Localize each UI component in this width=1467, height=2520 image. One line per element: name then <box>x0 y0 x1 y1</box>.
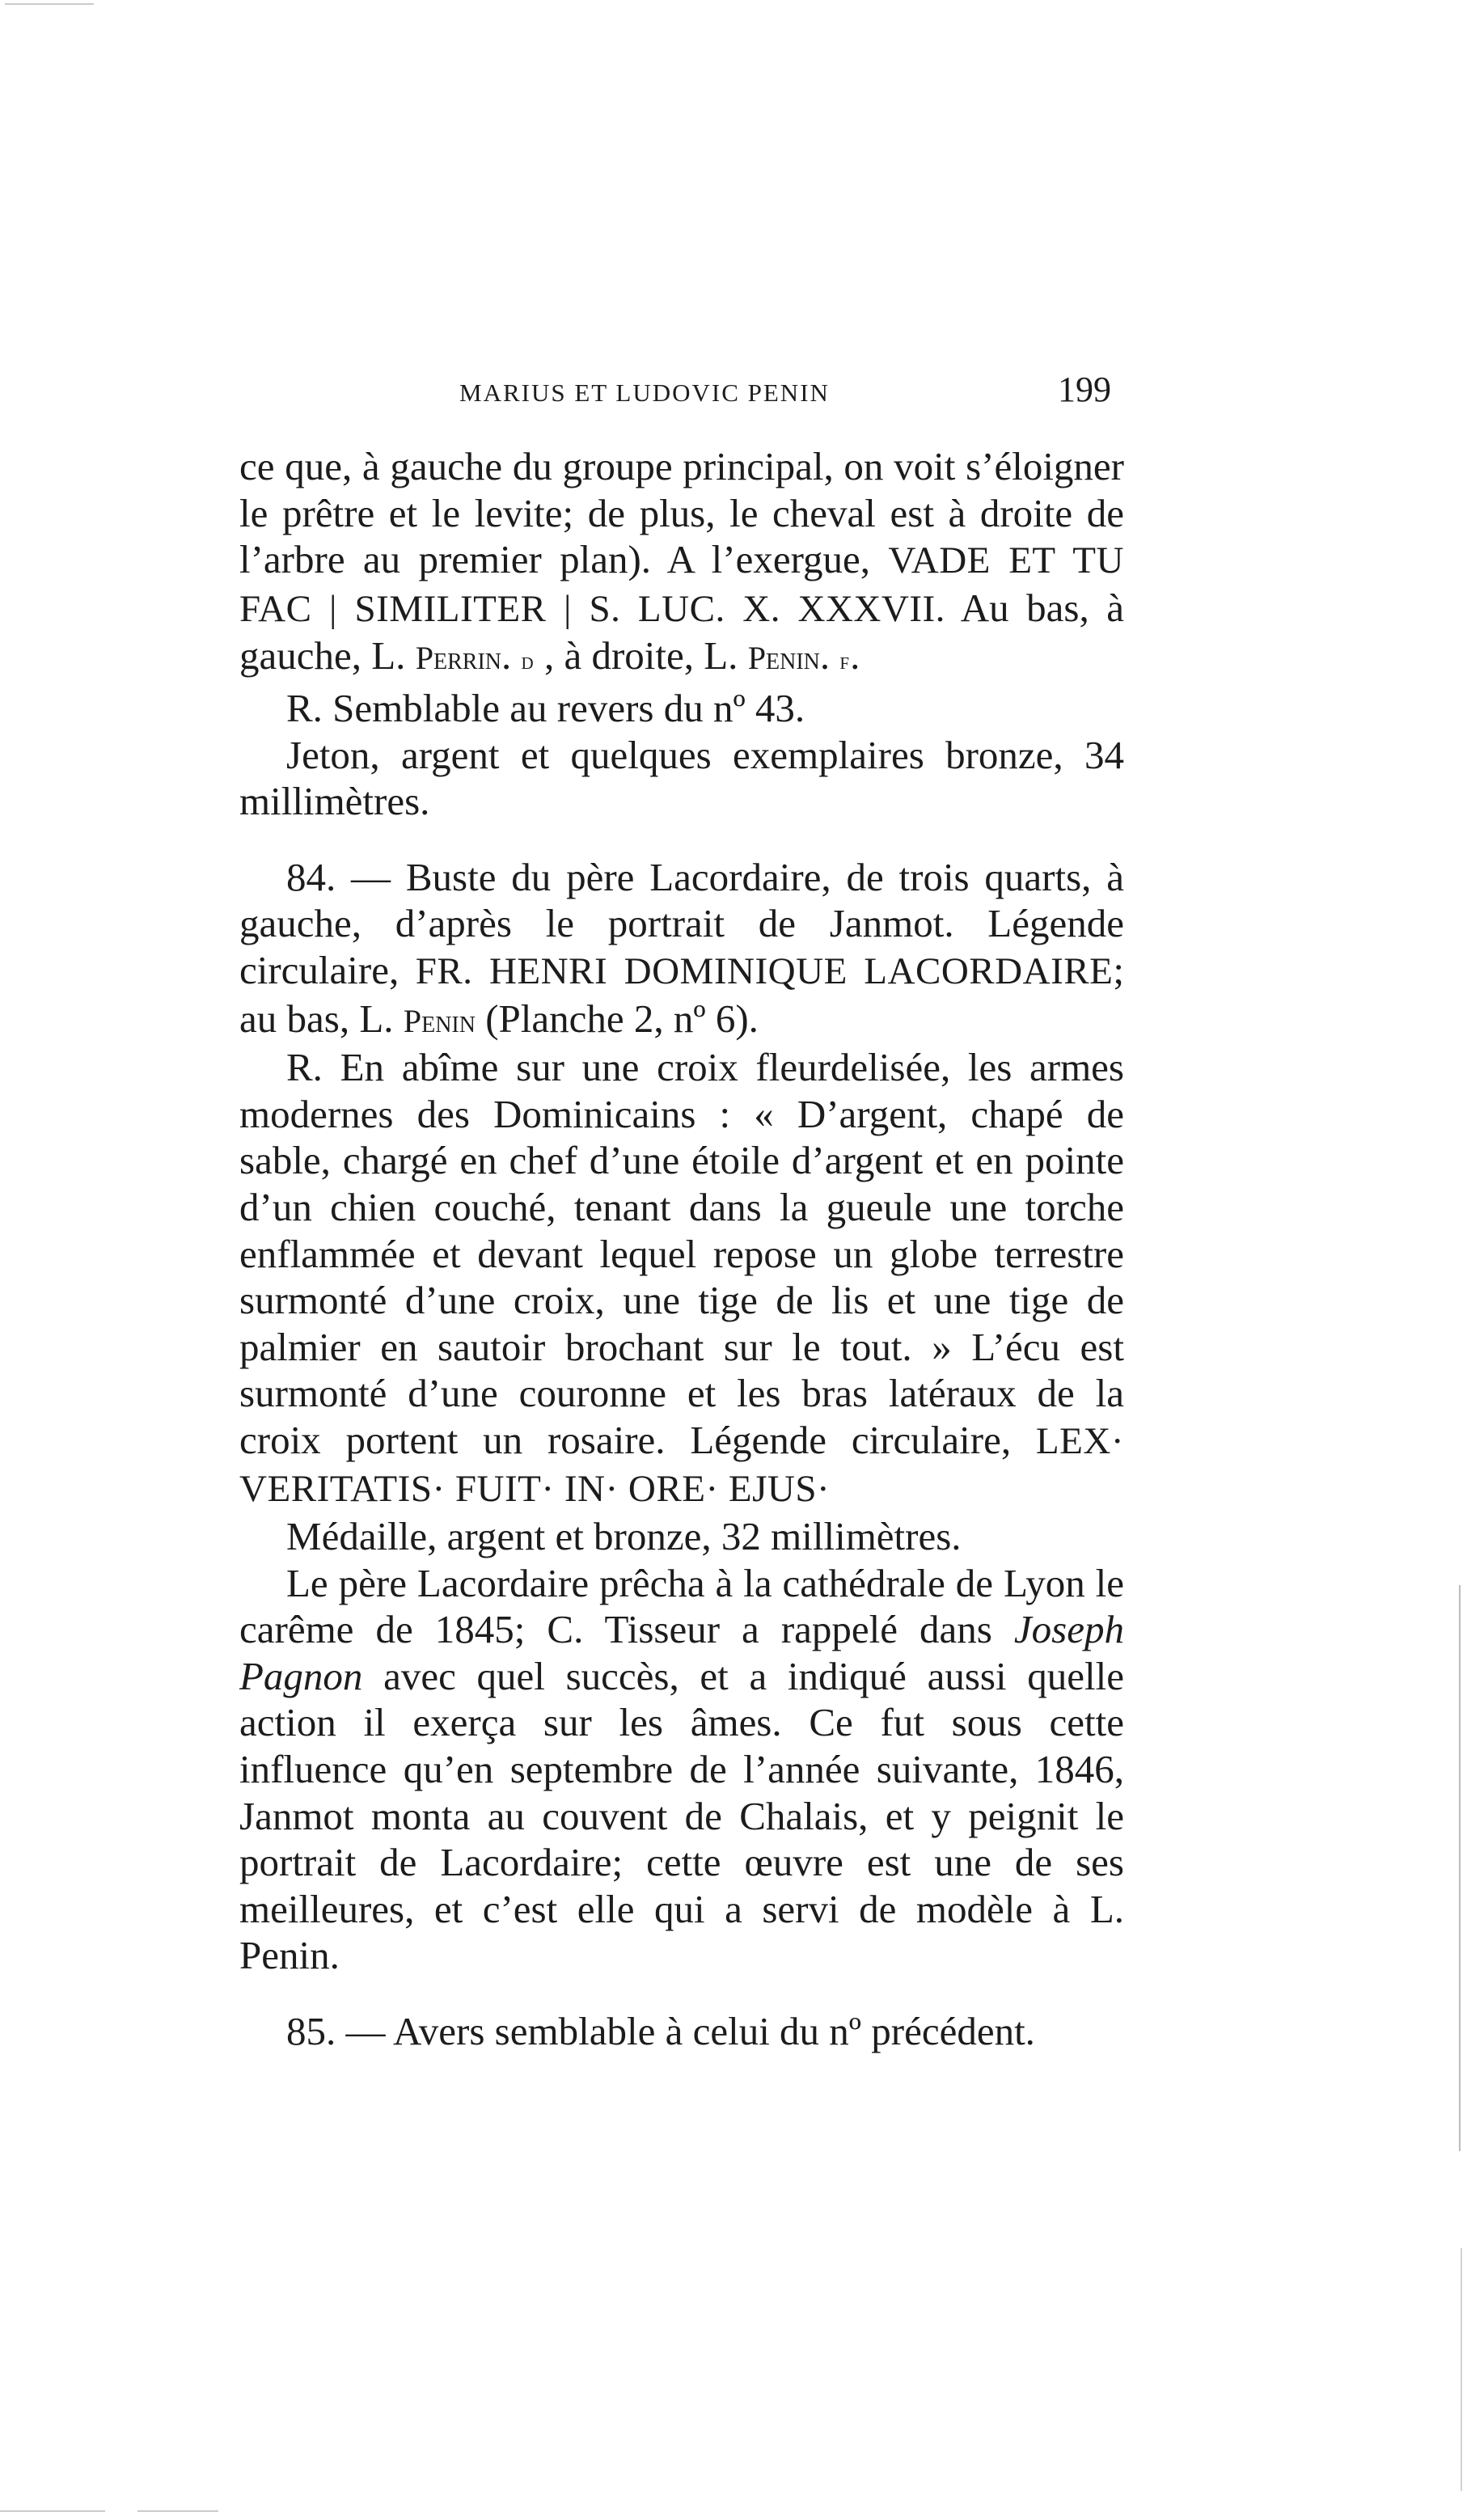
paragraph-1-text-2: Au bas, à gauche, L. <box>239 585 1125 679</box>
entry-84-text-2: ; au bas, L. <box>239 947 1124 1041</box>
paragraph-medal-specs: Médaille, argent et bronze, 32 millimètres. <box>286 1514 962 1559</box>
separator: . <box>501 633 522 679</box>
entry-84-text: 84. — Buste du père Lacordaire, de trois quarts, à gauche, d’après le portrait de Janmot. Légende circulaire, <box>239 854 1124 992</box>
book-title-joseph-pagnon: Joseph Pagnon <box>239 1607 1124 1698</box>
scan-artifact-top <box>5 3 94 5</box>
paragraph-commentary <box>239 1560 1124 1979</box>
paragraph-2: R. Semblable au revers du nº 43. <box>286 685 805 730</box>
reverse-description-text: R. En abîme sur une croix fleurdelisée, les armes modernes des Dominicains : « D’argent, chapé de sable, chargé en chef d’une étoile d’argent et en pointe d’un chien couché, tenant dans la gueule une torche enflammée et devant lequel repose un globe terrestre surmonté d’une croix, une tige de lis et une tige de palmier en sautoir brochant sur le tout. » L’écu est surmonté d’une couronne et les bras latéraux de la croix portent un rosaire. Légende circulaire, <box>239 1045 1124 1462</box>
separator: . <box>819 633 840 679</box>
running-head: MARIUS ET LUDOVIC PENIN <box>459 378 830 407</box>
paragraph-1-text: ce que, à gauche du groupe principal, on voit s’éloigner le prêtre et le levite; de plus, le cheval est à droite de l’arbre au premier plan). A l’exergue, <box>239 444 1124 582</box>
legend-inscription: FR. HENRI DOMINIQUE LACORDAIRE <box>415 949 1114 992</box>
scan-artifact-right-edge <box>1459 1585 1461 2151</box>
entry-85: 85. — Avers semblable à celui du nº précédent. <box>286 2009 1035 2053</box>
engraver-name-penin: Penin <box>403 1002 476 1039</box>
paragraph-1 <box>239 443 1124 685</box>
paragraph-reverse-description <box>239 1044 1124 1513</box>
scan-artifact-bottom-left <box>0 2510 105 2512</box>
reverse-legend-inscription: LEX· VERITATIS· FUIT· IN· ORE· EJUS· <box>239 1419 1124 1511</box>
paragraph-1-text-3: , à droite, L. <box>534 633 748 679</box>
scan-artifact-bottom-left-2 <box>137 2510 218 2512</box>
entry-84 <box>239 854 1124 1044</box>
signature-mark-f: f <box>839 647 851 675</box>
engraver-name-penin: Penin <box>747 640 820 677</box>
separator: . <box>850 633 860 679</box>
paragraph-3: Jeton, argent et quelques exemplaires bronze, 34 millimètres. <box>239 732 1124 824</box>
entry-84-text-3: (Planche 2, nº 6). <box>475 996 759 1041</box>
page-number: 199 <box>1058 370 1111 409</box>
signature-mark-d: d <box>521 647 535 675</box>
commentary-text-2: avec quel succès, et a indiqué aussi quelle action il exerça sur les âmes. Ce fut sous cette influence qu’en septembre de l’année suivante, 1846, Janmot monta au couvent de Chalais, et y peignit le portrait de Lacordaire; cette œuvre est une de ses meilleures, et c’est elle qui a servi de modèle à L. Penin. <box>239 1653 1124 1978</box>
exergue-inscription: VADE ET TU FAC | SIMILITER | S. LUC. X. XXXVII. <box>239 539 1124 630</box>
text-block <box>239 443 1124 2055</box>
engraver-name-perrin: Perrin <box>415 640 502 677</box>
scan-artifact-right-edge-lower <box>1461 2248 1462 2491</box>
commentary-text: Le père Lacordaire prêcha à la cathédrale de Lyon le carême de 1845; C. Tisseur a rappelé dans <box>239 1560 1124 1652</box>
